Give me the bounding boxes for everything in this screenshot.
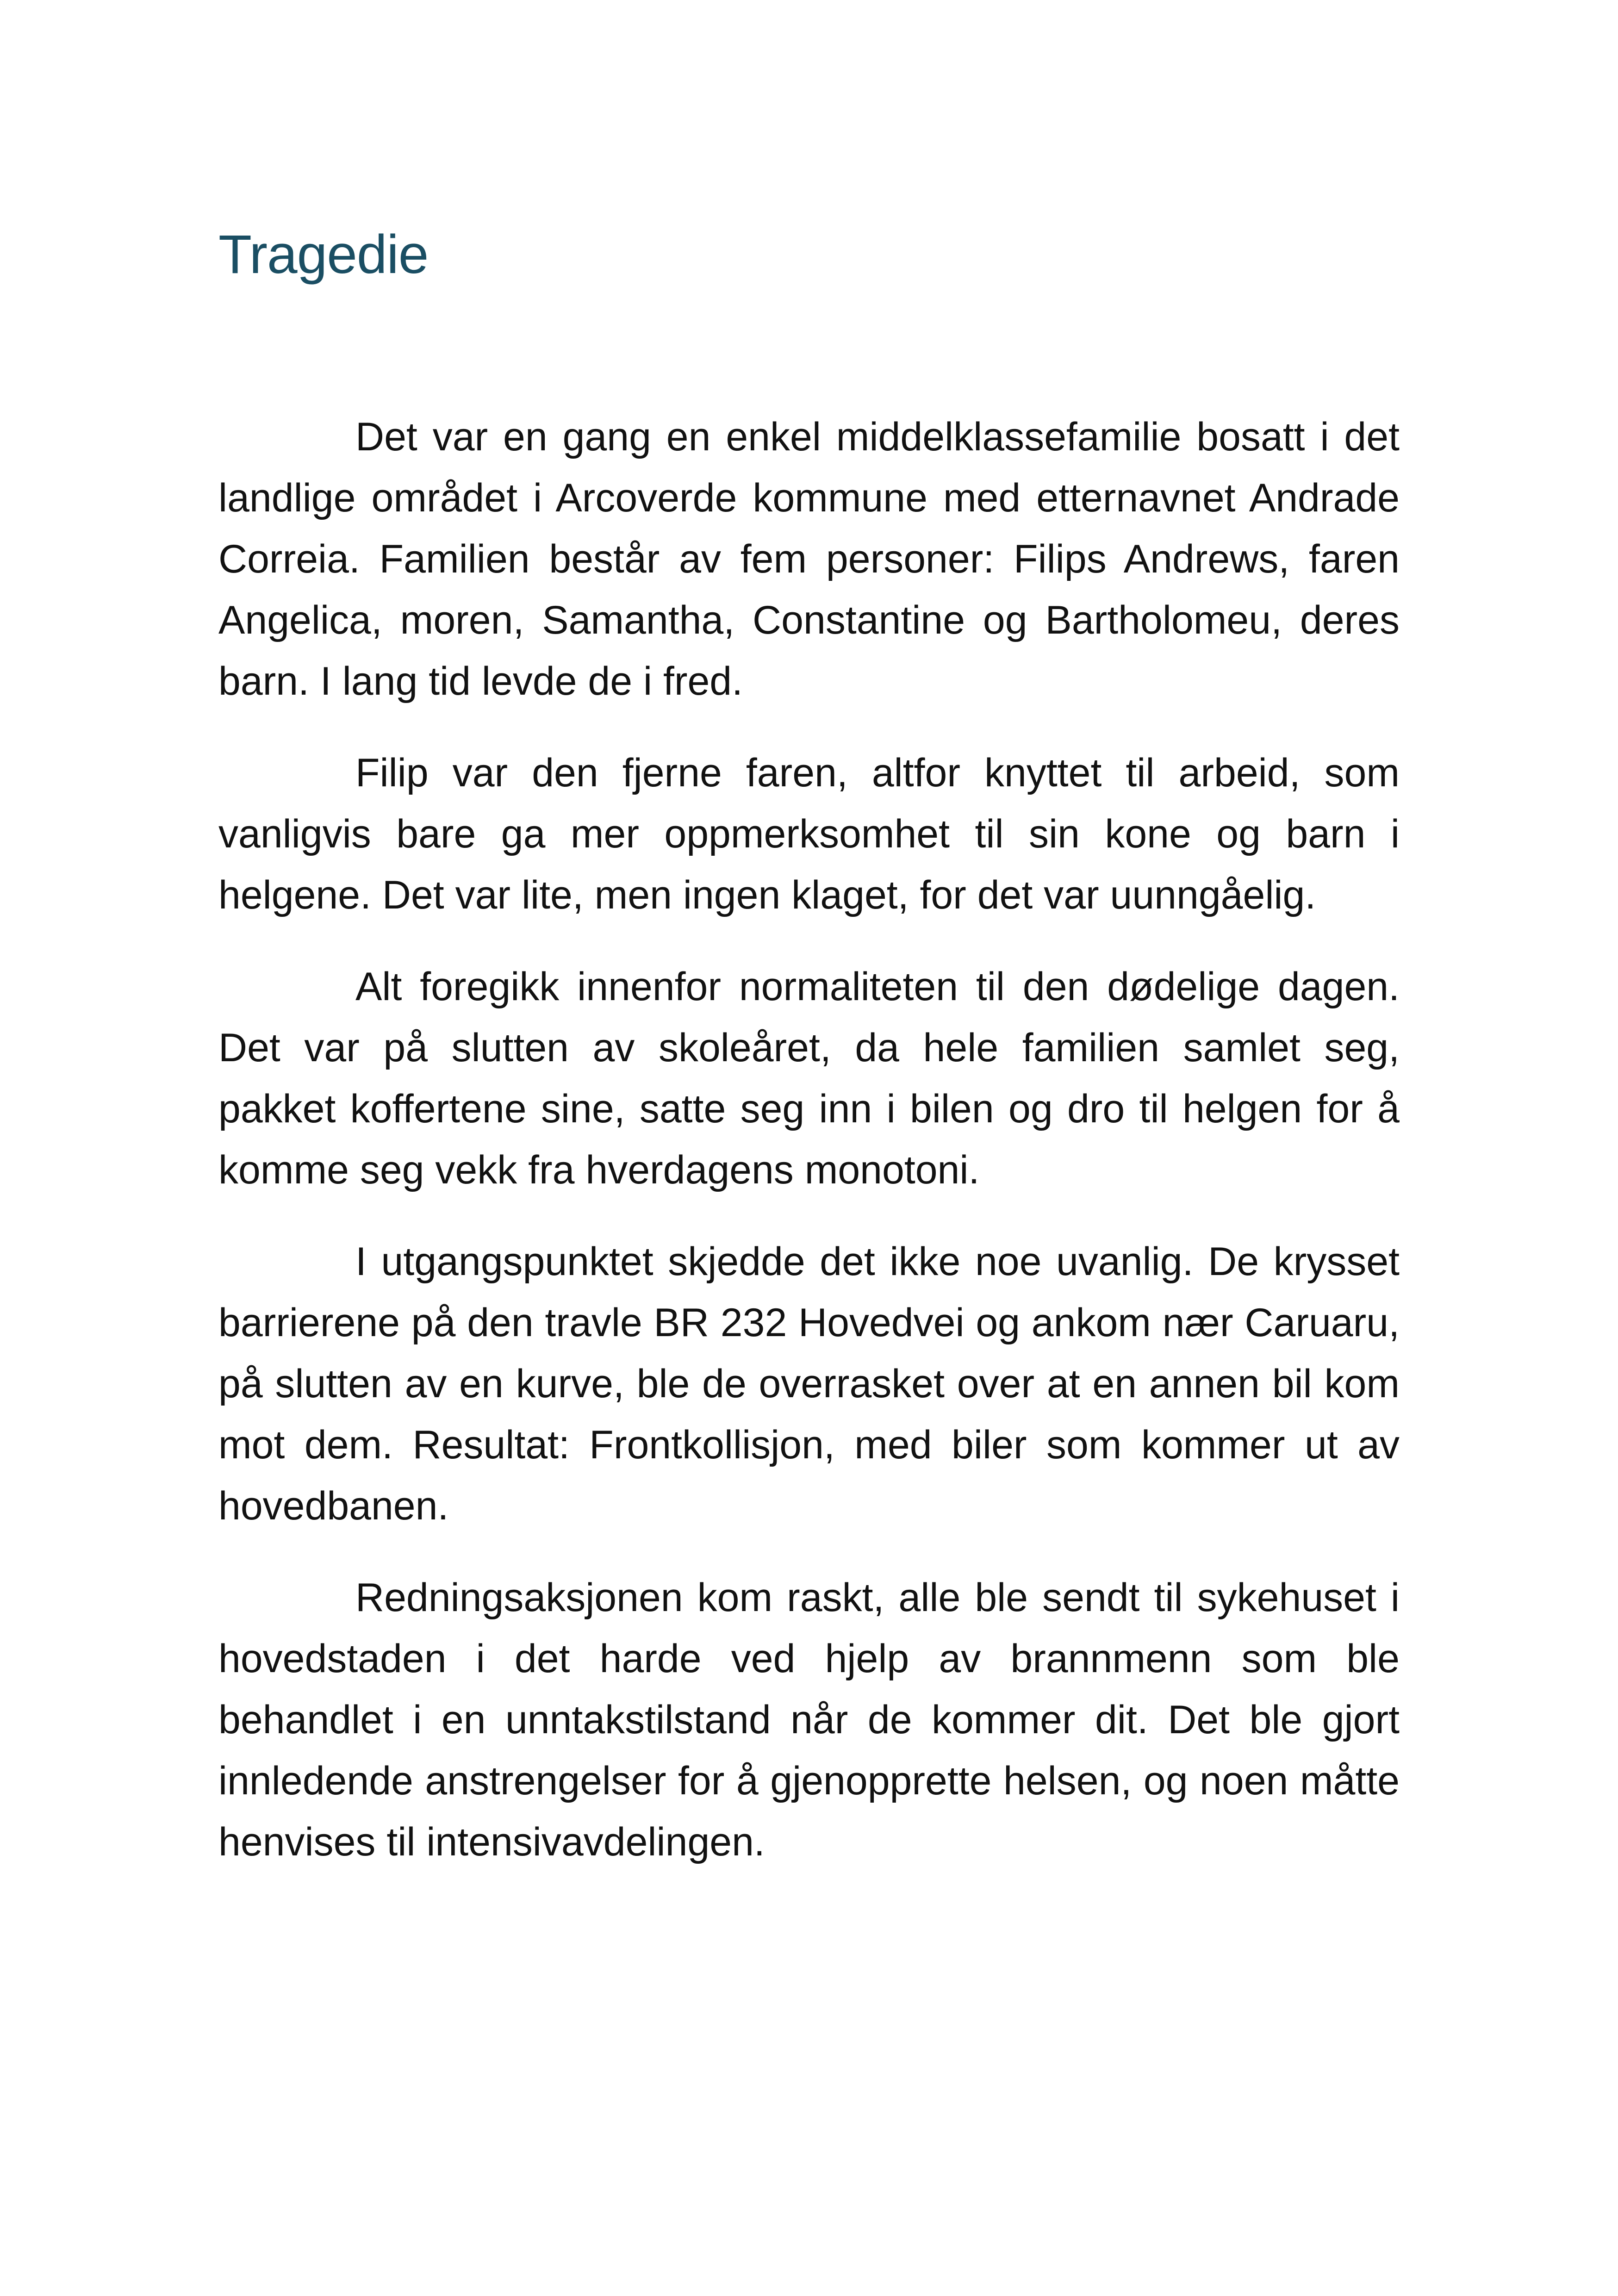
paragraph-2: Filip var den fjerne faren, altfor knyttet til arbeid, som vanligvis bare ga mer oppmerksomhet til sin kone og barn i helgene. Det var lite, men ingen klaget, for det var uunngåelig. — [218, 751, 1400, 917]
body-text — [218, 406, 1400, 1903]
page-title: Tragedie — [218, 224, 429, 285]
paragraph-5: Redningsaksjonen kom raskt, alle ble sendt til sykehuset i hovedstaden i det harde ved hjelp av brannmenn som ble behandlet i en unntakstilstand når de kommer dit. Det ble gjort innledende anstrengelser for å gjenopprette helsen, og noen måtte henvises til intensivavdelingen. — [218, 1575, 1400, 1864]
paragraph-1: Det var en gang en enkel middelklassefamilie bosatt i det landlige området i Arcoverde kommune med etternavnet Andrade Correia. Familien består av fem personer: Filips Andrews, faren Angelica, moren, Samantha, Constantine og Bartholomeu, deres barn. I lang tid levde de i fred. — [218, 415, 1400, 703]
paragraph-3: Alt foregikk innenfor normaliteten til den dødelige dagen. Det var på slutten av skoleåret, da hele familien samlet seg, pakket koffertene sine, satte seg inn i bilen og dro til helgen for å komme seg vekk fra hverdagens monotoni. — [218, 964, 1400, 1192]
paragraph-4: I utgangspunktet skjedde det ikke noe uvanlig. De krysset barrierene på den travle BR 232 Hovedvei og ankom nær Caruaru, på slutten av en kurve, ble de overrasket over at en annen bil kom mot dem. Resultat: Frontkollisjon, med biler som kommer ut av hovedbanen. — [218, 1239, 1400, 1528]
